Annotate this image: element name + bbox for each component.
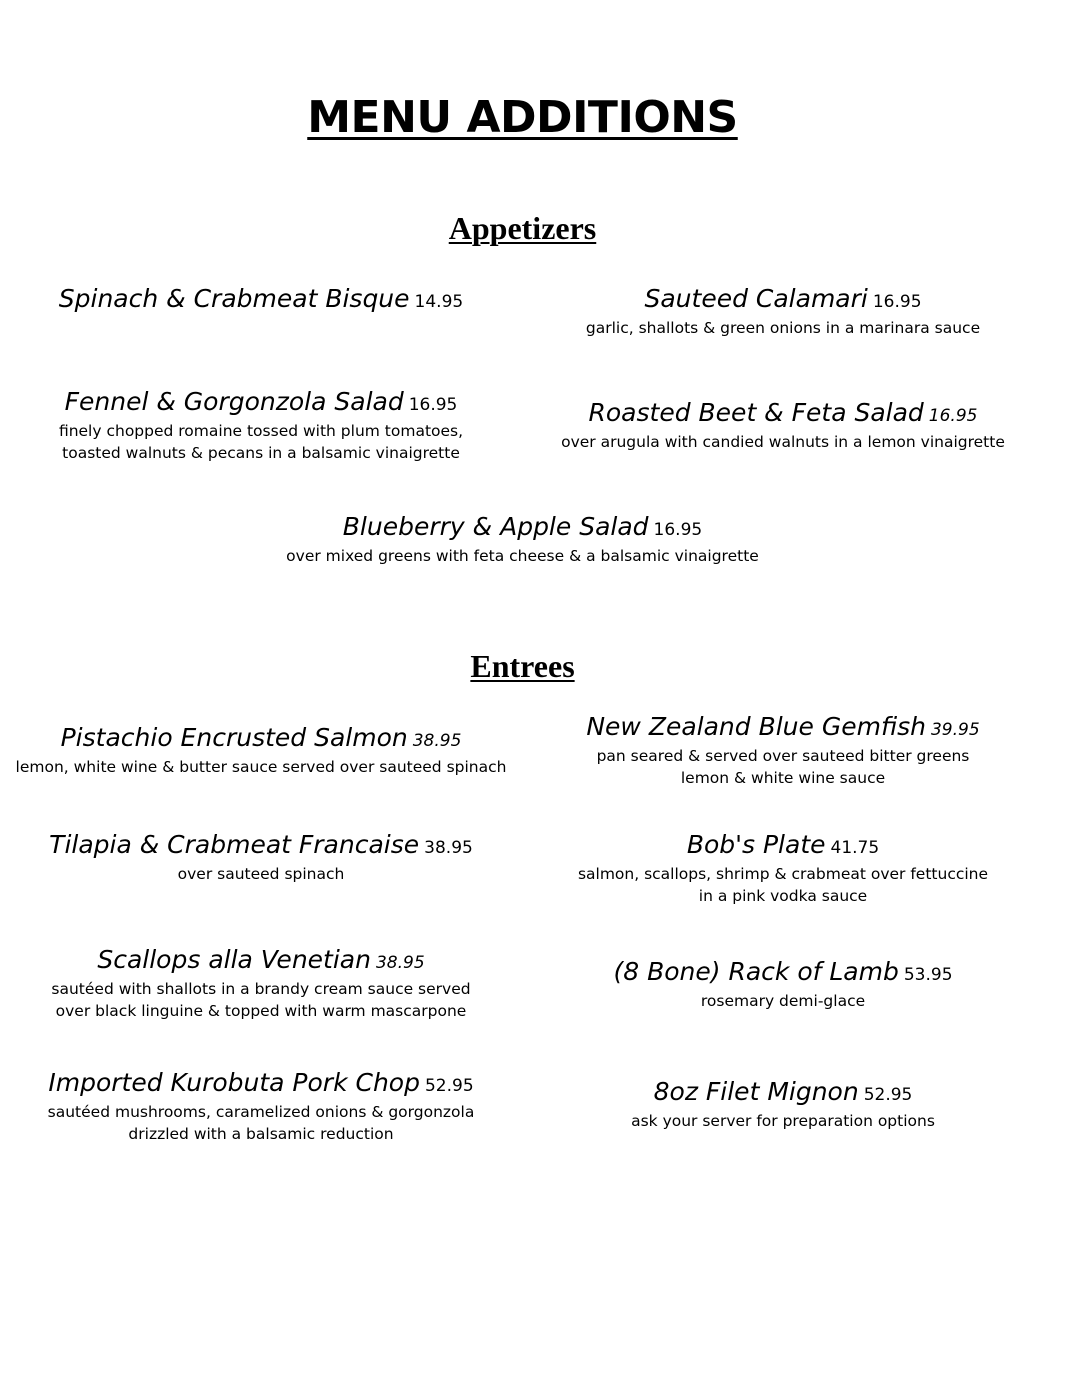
item-description: toasted walnuts & pecans in a balsamic vinaigrette bbox=[62, 444, 460, 462]
item-name: Sauteed Calamari bbox=[644, 284, 868, 313]
appetizers-heading: Appetizers bbox=[448, 210, 597, 246]
item-name: Roasted Beet & Feta Salad bbox=[588, 398, 924, 427]
menu-item-filet-mignon bbox=[525, 1077, 1041, 1132]
menu-item-pistachio-encrusted-salmon bbox=[0, 723, 522, 778]
item-name: New Zealand Blue Gemfish bbox=[586, 712, 926, 741]
item-name: Spinach & Crabmeat Bisque bbox=[58, 284, 410, 313]
menu-item-fennel-gorgonzola-salad bbox=[0, 387, 522, 464]
item-description: sautéed with shallots in a brandy cream sauce served bbox=[51, 980, 471, 998]
item-description: salmon, scallops, shrimp & crabmeat over fettuccine bbox=[577, 865, 989, 883]
item-description: garlic, shallots & green onions in a marinara sauce bbox=[585, 319, 981, 337]
item-description: drizzled with a balsamic reduction bbox=[128, 1125, 394, 1143]
item-description: ask your server for preparation options bbox=[631, 1112, 935, 1130]
item-description: in a pink vodka sauce bbox=[698, 887, 868, 905]
item-name: Bob's Plate bbox=[686, 830, 826, 859]
page-title: MENU ADDITIONS bbox=[307, 92, 738, 143]
item-price: 52.95 bbox=[424, 1076, 474, 1096]
item-name: Fennel & Gorgonzola Salad bbox=[64, 387, 404, 416]
item-description: lemon, white wine & butter sauce served over sauteed spinach bbox=[15, 758, 507, 776]
item-name: Tilapia & Crabmeat Francaise bbox=[49, 830, 420, 859]
item-price: 16.95 bbox=[928, 406, 978, 426]
item-name: Pistachio Encrusted Salmon bbox=[60, 723, 408, 752]
item-description: pan seared & served over sauteed bitter greens bbox=[596, 747, 970, 765]
item-name: Blueberry & Apple Salad bbox=[342, 512, 649, 541]
item-price: 38.95 bbox=[375, 953, 425, 973]
item-description: over black linguine & topped with warm mascarpone bbox=[55, 1002, 467, 1020]
item-price: 52.95 bbox=[863, 1085, 913, 1105]
item-price: 38.95 bbox=[412, 731, 462, 751]
item-description: over mixed greens with feta cheese & a balsamic vinaigrette bbox=[286, 547, 759, 565]
item-name: (8 Bone) Rack of Lamb bbox=[613, 957, 899, 986]
item-price: 16.95 bbox=[653, 520, 703, 540]
item-description: finely chopped romaine tossed with plum tomatoes, bbox=[58, 422, 464, 440]
item-price: 41.75 bbox=[830, 838, 880, 858]
menu-item-tilapia-crabmeat-francaise bbox=[0, 830, 522, 885]
item-description: over arugula with candied walnuts in a lemon vinaigrette bbox=[561, 433, 1005, 451]
menu-item-bobs-plate bbox=[525, 830, 1041, 907]
item-name: Imported Kurobuta Pork Chop bbox=[48, 1068, 420, 1097]
entrees-heading: Entrees bbox=[470, 648, 575, 684]
menu-item-scallops-alla-venetian bbox=[0, 945, 522, 1022]
item-name: 8oz Filet Mignon bbox=[653, 1077, 859, 1106]
item-description: lemon & white wine sauce bbox=[680, 769, 886, 787]
menu-item-blueberry-apple-salad bbox=[0, 512, 1045, 567]
menu-item-rack-of-lamb bbox=[525, 957, 1041, 1012]
item-price: 53.95 bbox=[903, 965, 953, 985]
item-price: 16.95 bbox=[408, 395, 458, 415]
item-description: sautéed mushrooms, caramelized onions & gorgonzola bbox=[47, 1103, 475, 1121]
item-price: 14.95 bbox=[414, 292, 464, 312]
item-price: 38.95 bbox=[424, 838, 473, 858]
item-description: rosemary demi-glace bbox=[700, 992, 866, 1010]
item-name: Scallops alla Venetian bbox=[97, 945, 371, 974]
menu-item-sauteed-calamari bbox=[525, 284, 1041, 339]
item-price: 39.95 bbox=[930, 720, 980, 740]
item-description: over sauteed spinach bbox=[177, 865, 345, 883]
menu-item-roasted-beet-feta-salad bbox=[525, 398, 1041, 453]
menu-item-new-zealand-blue-gemfish bbox=[525, 712, 1041, 789]
menu-item-kurobuta-pork-chop bbox=[0, 1068, 522, 1145]
item-price: 16.95 bbox=[872, 292, 922, 312]
menu-item-spinach-crabmeat-bisque bbox=[0, 284, 522, 317]
